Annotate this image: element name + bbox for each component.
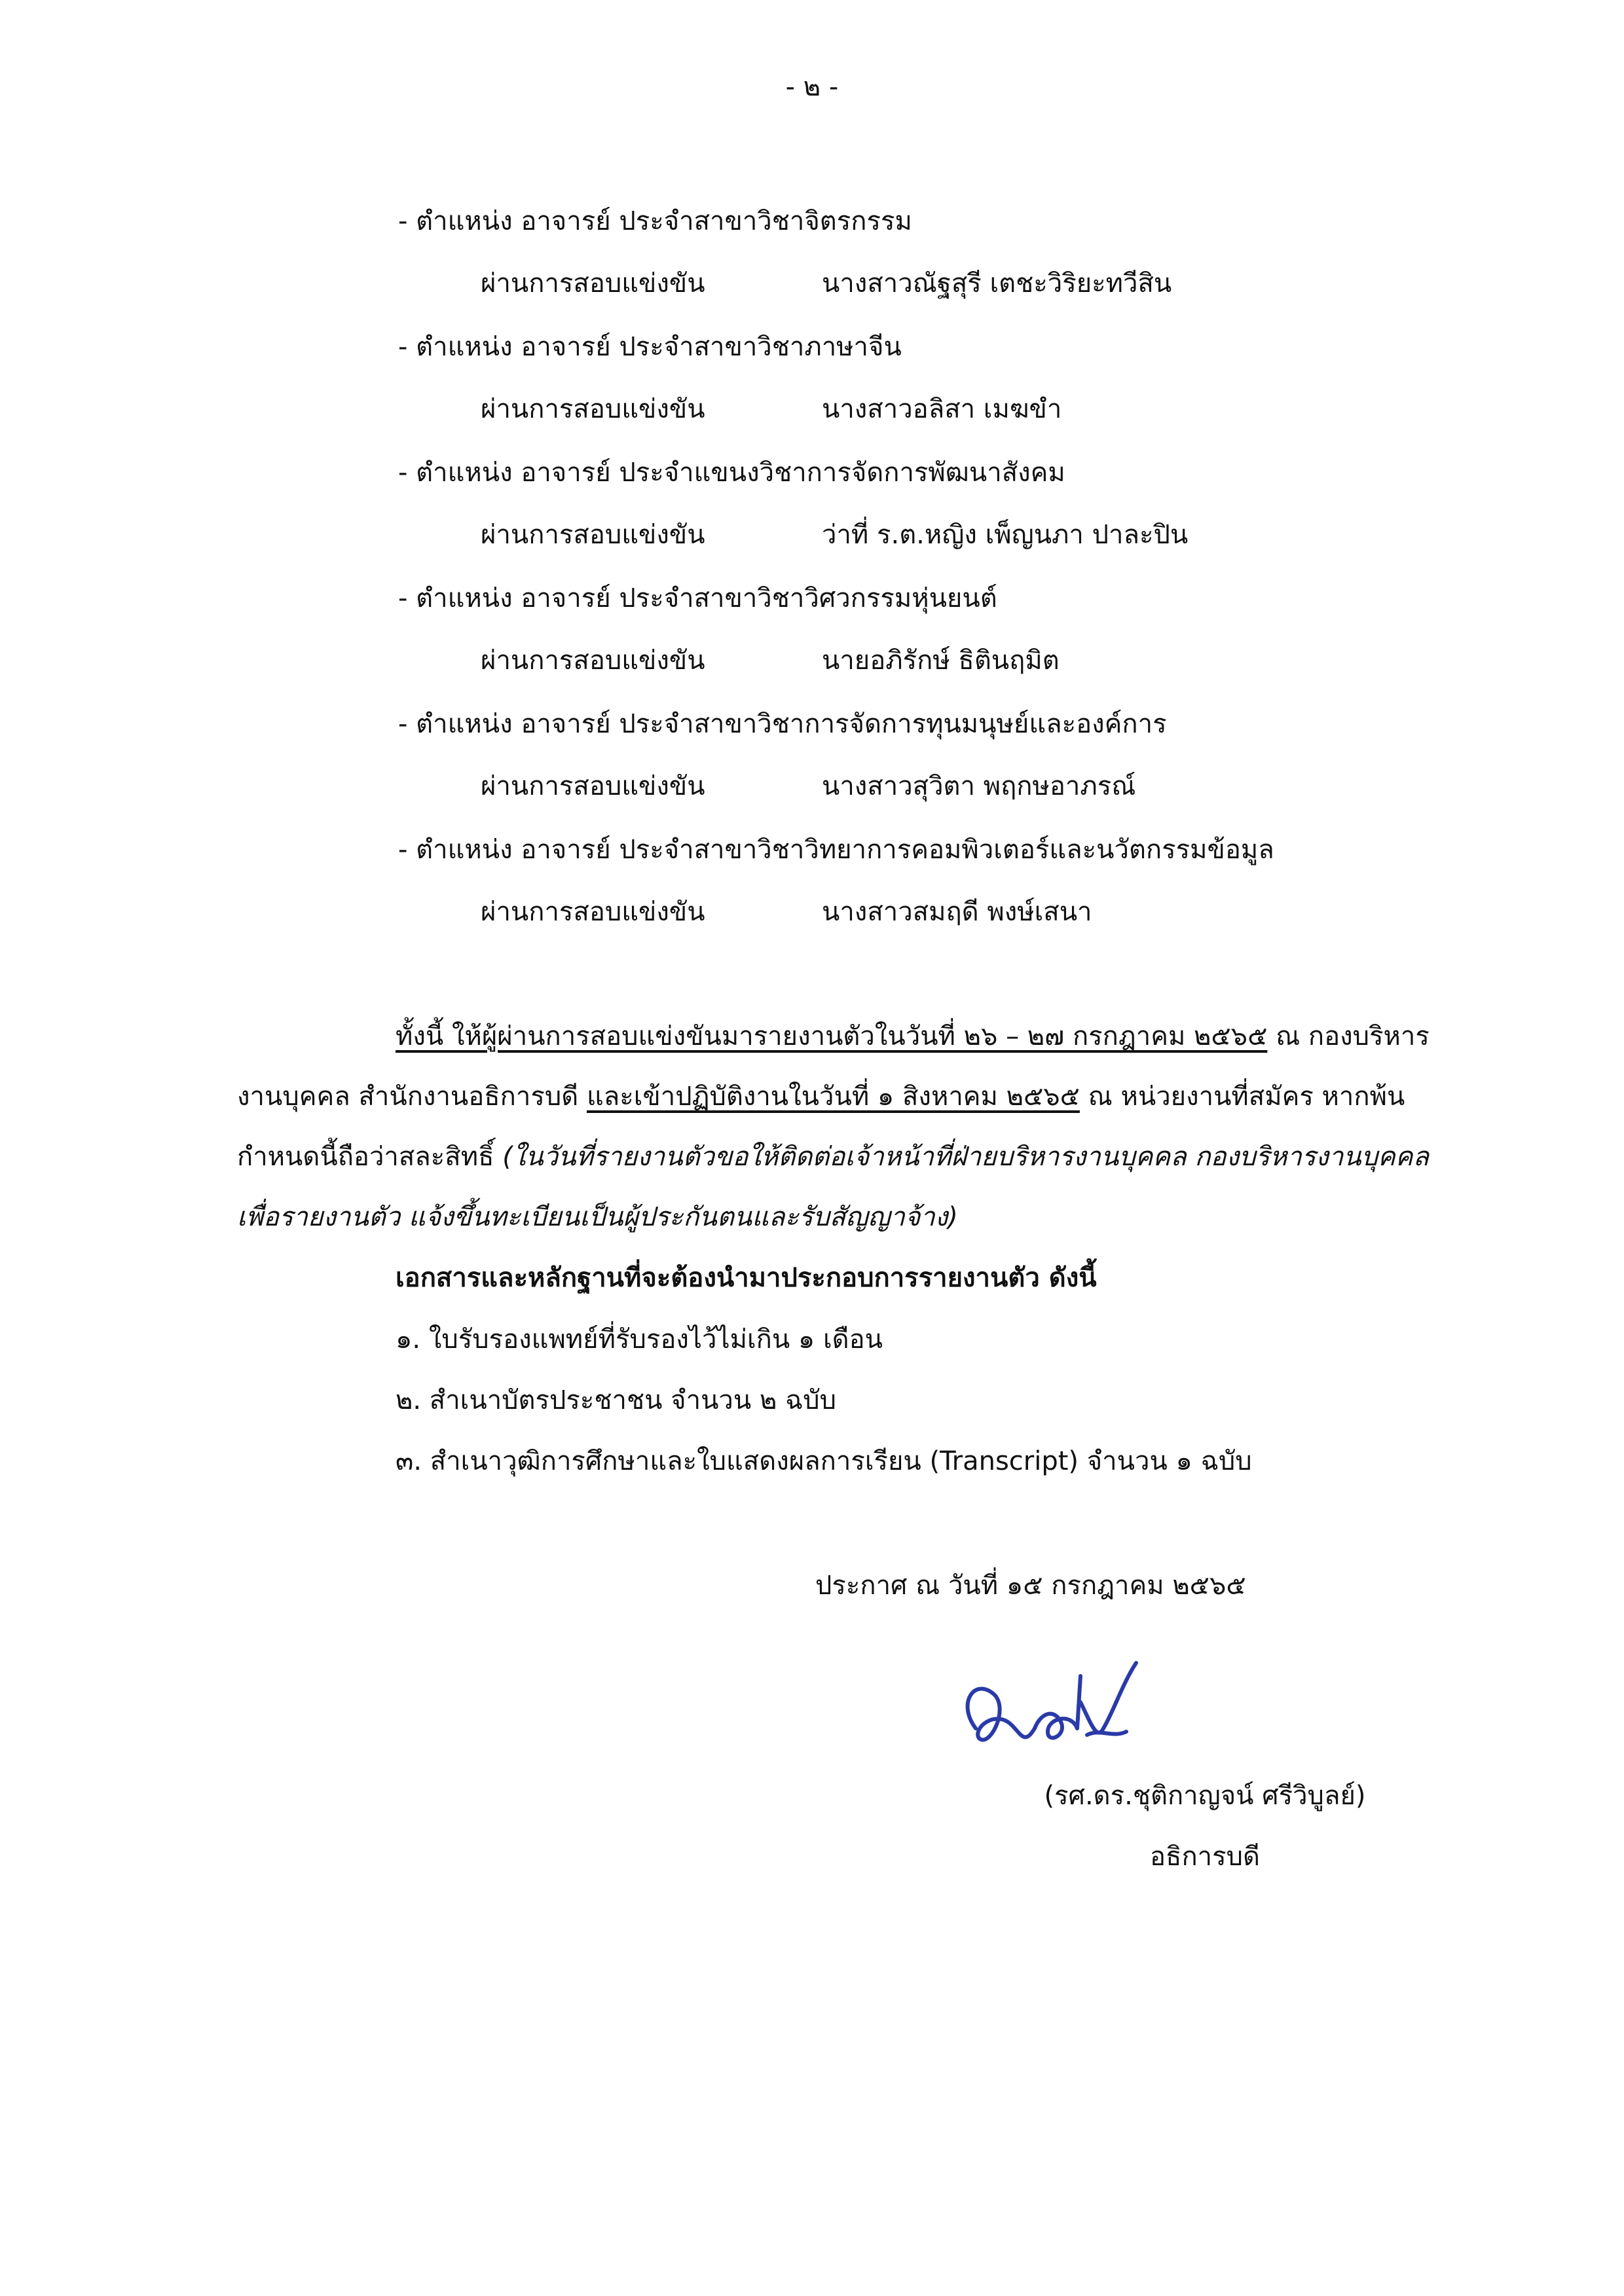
passer-name: นายอภิรักษ์ ธิตินฤมิต: [822, 646, 1060, 676]
position-title: - ตำแหน่ง อาจารย์ ประจำสาขาวิชาจิตรกรรม: [398, 206, 912, 236]
start-work-date-text: และเข้าปฏิบัติงานในวันที่ ๑ สิงหาคม ๒๕๖๕: [586, 1082, 1080, 1112]
document-item: ๑. ใบรับรองแพทย์ที่รับรองไว้ไม่เกิน ๑ เดือน: [396, 1324, 883, 1355]
report-date-text: ทั้งนี้ ให้ผู้ผ่านการสอบแข่งขันมารายงานตัวในวันที่ ๒๖ – ๒๗ กรกฎาคม ๒๕๖๕: [396, 1021, 1268, 1051]
pass-label: ผ่านการสอบแข่งขัน: [481, 897, 705, 927]
pass-label: ผ่านการสอบแข่งขัน: [481, 646, 705, 676]
pass-label: ผ่านการสอบแข่งขัน: [481, 268, 705, 299]
passer-name: นางสาวณัฐสุรี เตชะวิริยะทวีสิน: [822, 268, 1172, 299]
contact-note-text: (ในวันที่รายงานตัวขอให้ติดต่อเจ้าหน้าที่ฝ่ายบริหารงานบุคคล กองบริหารงานบุคคล: [502, 1142, 1430, 1172]
passer-name: นางสาวอลิสา เมฆขำ: [822, 394, 1062, 424]
signature-image: [950, 1650, 1146, 1768]
pass-label: ผ่านการสอบแข่งขัน: [481, 520, 705, 550]
document-item: ๒. สำเนาบัตรประชาชน จำนวน ๒ ฉบับ: [396, 1385, 837, 1415]
forfeit-text: กำหนดนี้ถือว่าสละสิทธิ์: [237, 1142, 503, 1172]
passer-name: นางสาวสมฤดี พงษ์เสนา: [822, 897, 1092, 927]
position-title: - ตำแหน่ง อาจารย์ ประจำสาขาวิชาการจัดการทุนมนุษย์และองค์การ: [398, 709, 1167, 739]
signatory-name: (รศ.ดร.ชุติกาญจน์ ศรีวิบูลย์): [1044, 1781, 1366, 1811]
position-title: - ตำแหน่ง อาจารย์ ประจำสาขาวิชาวิศวกรรมหุ่นยนต์: [398, 583, 997, 613]
report-office-text: งานบุคคล สำนักงานอธิการบดี: [237, 1082, 587, 1112]
position-title: - ตำแหน่ง อาจารย์ ประจำสาขาวิชาวิทยาการคอมพิวเตอร์และนวัตกรรมข้อมูล: [398, 835, 1274, 865]
report-place-text: ณ กองบริหาร: [1267, 1021, 1430, 1051]
announcement-date: ประกาศ ณ วันที่ ๑๕ กรกฎาคม ๒๕๖๕: [815, 1571, 1246, 1601]
position-title: - ตำแหน่ง อาจารย์ ประจำแขนงวิชาการจัดการพัฒนาสังคม: [398, 458, 1065, 488]
passer-name: นางสาวสุวิตา พฤกษอาภรณ์: [822, 771, 1136, 801]
report-paragraph-line-3: [237, 1139, 1429, 1175]
position-title: - ตำแหน่ง อาจารย์ ประจำสาขาวิชาภาษาจีน: [398, 332, 902, 362]
documents-heading: เอกสารและหลักฐานที่จะต้องนำมาประกอบการรายงานตัว ดังนี้: [396, 1263, 1097, 1293]
passer-name: ว่าที่ ร.ต.หญิง เพ็ญนภา ปาละปิน: [822, 520, 1189, 550]
pass-label: ผ่านการสอบแข่งขัน: [481, 771, 705, 801]
signatory-title: อธิการบดี: [1150, 1842, 1260, 1872]
report-paragraph-line-2: [237, 1078, 1405, 1115]
document-item: ๓. สำเนาวุฒิการศึกษาและใบแสดงผลการเรียน (Transcript) จำนวน ๑ ฉบับ: [396, 1446, 1252, 1476]
report-paragraph-line-1: [396, 1018, 1430, 1055]
deadline-text: ณ หน่วยงานที่สมัคร หากพ้น: [1079, 1082, 1405, 1112]
pass-label: ผ่านการสอบแข่งขัน: [481, 394, 705, 424]
report-paragraph-line-4: เพื่อรายงานตัว แจ้งขึ้นทะเบียนเป็นผู้ประกันตนและรับสัญญาจ้าง): [237, 1202, 958, 1232]
page-number: - ๒ -: [785, 72, 839, 102]
